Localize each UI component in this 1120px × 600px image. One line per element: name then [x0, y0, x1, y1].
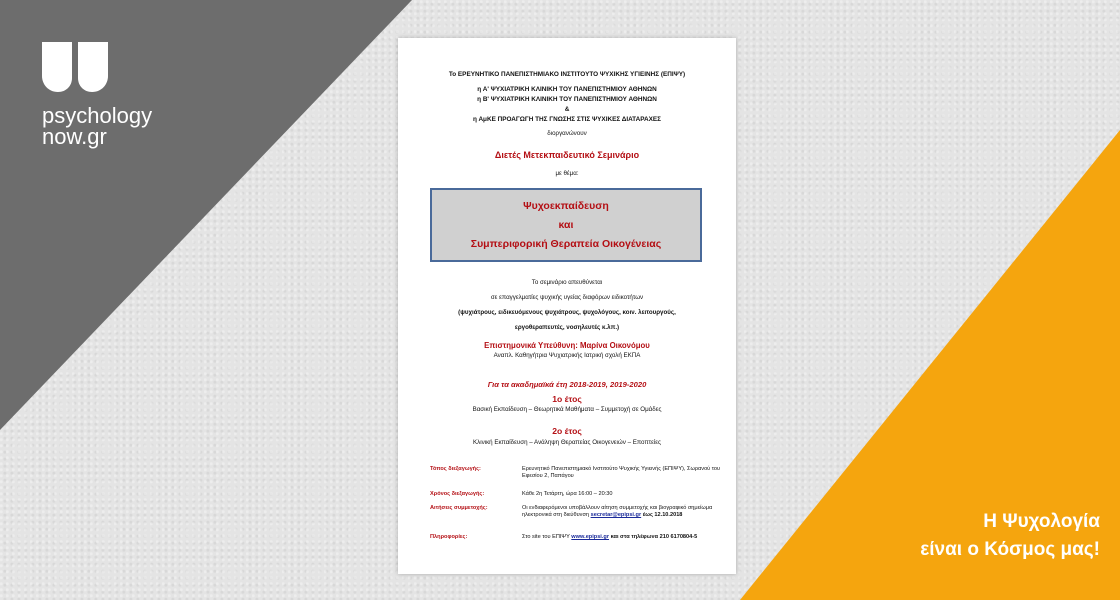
organizer-1: Το ΕΡΕΥΝΗΤΙΚΟ ΠΑΝΕΠΙΣΤΗΜΙΑΚΟ ΙΝΣΤΙΤΟΥΤΟ ΨΥΧΙΚΗΣ ΥΓΙΕΙΝΗΣ (ΕΠΙΨΥ) [448, 71, 686, 78]
logo-text [42, 105, 152, 147]
info-text: Στο site του ΕΠΙΨΥ [522, 534, 570, 540]
scientific-responsible: Επιστημονικά Υπεύθυνη: Μαρίνα Οικονόμου [484, 341, 650, 350]
year-1-description: Βασική Εκπαίδευση – Θεωρητικά Μαθήματα – Συμμετοχή σε Ομάδες [472, 406, 662, 413]
topic-line-2: και [558, 219, 574, 231]
organize-text: διοργανώνουν [547, 130, 587, 137]
topic-line-1: Ψυχοεκπαίδευση [523, 200, 609, 212]
time-row [430, 491, 722, 498]
application-label: Αιτήσεις συμμετοχής: [430, 505, 488, 511]
time-label: Χρόνος διεξαγωγής: [430, 491, 485, 497]
year-2-title: 2ο έτος [552, 426, 582, 436]
audience-line-1: Το σεμινάριο απευθύνεται [531, 279, 603, 286]
application-deadline: έως 12.10.2018 [642, 512, 683, 518]
topic-line-3: Συμπεριφορική Θεραπεία Οικογένειας [470, 238, 662, 250]
venue-row [430, 466, 722, 480]
year-2-description: Κλινική Εκπαίδευση – Ανάληψη Θεραπείας Οικογενειών – Εποπτείες [473, 439, 661, 446]
psychologynow-logo[interactable] [42, 42, 152, 147]
scientific-title: Αναπλ. Καθηγήτρια Ψυχιατρικής Ιατρική σχολή ΕΚΠΑ [493, 352, 641, 359]
organizer-4: η ΑμΚΕ ΠΡΟΑΓΩΓΗ ΤΗΣ ΓΝΩΣΗΣ ΣΤΙΣ ΨΥΧΙΚΕΣ ΔΙΑΤΑΡΑΧΕΣ [473, 116, 661, 123]
shield-logo-icon [42, 42, 108, 94]
application-row [430, 505, 722, 519]
info-label: Πληροφορίες: [430, 534, 468, 540]
year-1-title: 1ο έτος [552, 394, 582, 404]
application-value [522, 505, 722, 519]
academic-years: Για τα ακαδημαϊκά έτη 2018-2019, 2019-2020 [487, 380, 647, 389]
logo-line-2: now.gr [42, 124, 107, 149]
logo-line-1: psychology [42, 103, 153, 128]
seminar-poster [398, 38, 736, 574]
venue-label: Τόπος διεξαγωγής: [430, 466, 481, 472]
info-site-link[interactable]: www.epipsi.gr [571, 534, 610, 540]
info-row [430, 534, 722, 541]
venue-value: Ερευνητικό Πανεπιστημιακό Ινστιτούτο Ψυχικής Υγιεινής (ΕΠΙΨΥ), Σωρανού του Εφεσίου 2, Παπάγου [522, 466, 721, 479]
topic-box [430, 188, 702, 262]
audience-line-2: σε επαγγελματίες ψυχικής υγείας διαφόρων ειδικοτήτων [490, 294, 644, 301]
info-value [522, 534, 722, 541]
time-value: Κάθε 2η Τετάρτη, ώρα 16:00 – 20:30 [522, 491, 613, 497]
theme-label: με θέμα: [555, 170, 579, 177]
slogan [920, 508, 1100, 564]
organizer-2: η Α' ΨΥΧΙΑΤΡΙΚΗ ΚΛΙΝΙΚΗ ΤΟΥ ΠΑΝΕΠΙΣΤΗΜΙΟΥ ΑΘΗΝΩΝ [477, 86, 657, 93]
audience-line-4: εργοθεραπευτές, νοσηλευτές κ.λπ.) [514, 324, 620, 331]
application-email-link[interactable]: secretar@epipsi.gr [590, 512, 642, 518]
seminar-title: Διετές Μετεκπαιδευτικό Σεμινάριο [494, 150, 640, 160]
info-phone: και στα τηλέφωνα 210 6170804-5 [610, 534, 698, 540]
slogan-line-1: Η Ψυχολογία [983, 511, 1100, 532]
ampersand: & [564, 106, 570, 113]
audience-line-3: (ψυχιάτρους, ειδικευόμενους ψυχιάτρους, ψυχολόγους, κοιν. λειτουργούς, [458, 309, 676, 316]
application-text: Οι ενδιαφερόμενοι υποβάλλουν αίτηση συμμετοχής και βιογραφικό σημείωμα ηλεκτρονικά στη διεύθυνση [522, 505, 713, 518]
slogan-line-2: είναι ο Κόσμος μας! [920, 539, 1100, 560]
organizer-3: η Β' ΨΥΧΙΑΤΡΙΚΗ ΚΛΙΝΙΚΗ ΤΟΥ ΠΑΝΕΠΙΣΤΗΜΙΟΥ ΑΘΗΝΩΝ [477, 96, 657, 103]
